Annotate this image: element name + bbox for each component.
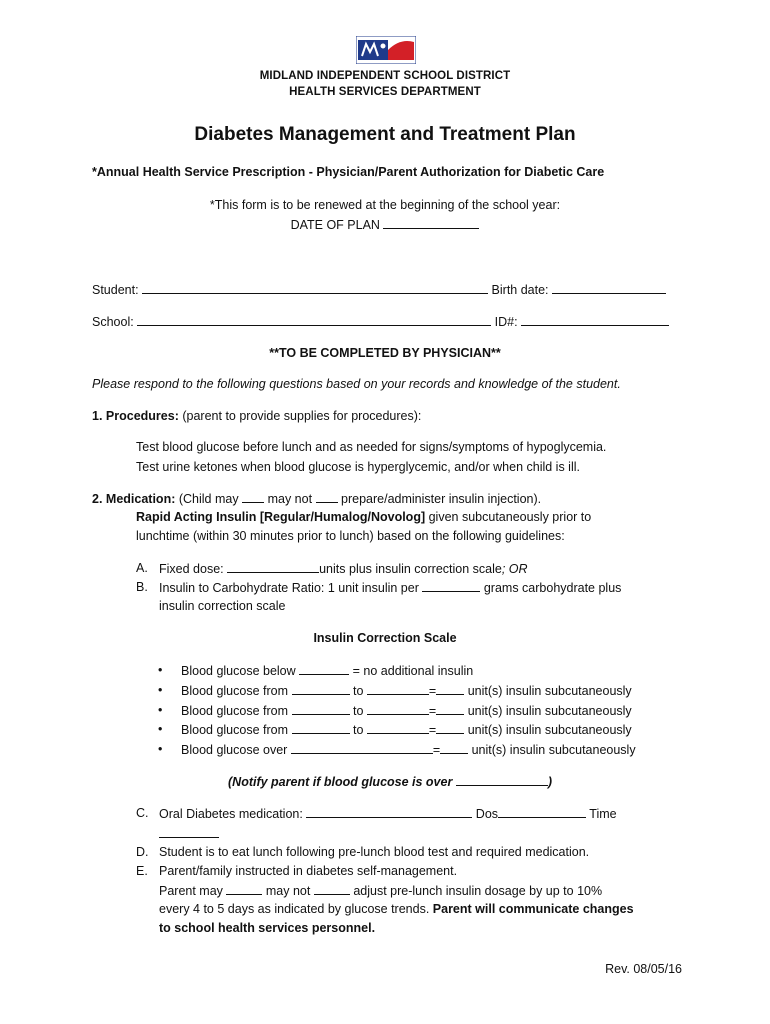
date-of-plan-field[interactable] [383, 217, 479, 229]
procedure-glucose-test: Test blood glucose before lunch and as needed for signs/symptoms of hypoglycemia. [136, 440, 607, 454]
rapid-insulin-label: Rapid Acting Insulin [Regular/Humalog/Novolog] [136, 510, 426, 524]
item-d-letter: D. [136, 845, 149, 859]
units-label: unit(s) insulin subcutaneously [471, 743, 636, 757]
carb-ratio-field[interactable] [422, 580, 480, 592]
correction-over-label: Blood glucose over [181, 743, 288, 757]
dose-field[interactable] [498, 806, 586, 818]
units-label: unit(s) insulin subcutaneously [467, 684, 632, 698]
school-label: School: [92, 315, 134, 329]
notify-parent-text: (Notify parent if blood glucose is over [228, 775, 453, 789]
correction-scale-title: Insulin Correction Scale [313, 631, 457, 645]
misd-logo-icon [356, 36, 416, 64]
procedures-number: 1. [92, 409, 103, 423]
school-field[interactable] [137, 314, 491, 326]
fixed-dose-field[interactable] [227, 561, 319, 573]
time-field[interactable] [159, 826, 219, 838]
units-label: unit(s) insulin subcutaneously [467, 704, 632, 718]
glucose-over-field[interactable] [291, 742, 433, 754]
option-b-line-2: insulin correction scale [159, 599, 286, 613]
bullet-icon: • [158, 722, 163, 736]
glucose-trends-text: every 4 to 5 days as indicated by glucose trends. [159, 902, 430, 916]
parent-may-not-field[interactable] [314, 883, 350, 895]
rapid-insulin-line [136, 510, 591, 524]
oral-medication-label: Oral Diabetes medication: [159, 807, 303, 821]
birth-date-label: Birth date: [491, 283, 549, 297]
or-text: ; OR [501, 562, 528, 576]
district-name: MIDLAND INDEPENDENT SCHOOL DISTRICT [259, 70, 511, 82]
procedure-ketone-test: Test urine ketones when blood glucose is hyperglycemic, and/or when child is ill. [136, 460, 580, 474]
item-e-parent-row [159, 883, 602, 898]
medication-prepare-text: prepare/administer insulin injection). [341, 492, 542, 506]
dose-label: Dos [475, 807, 499, 821]
carb-ratio-label: Insulin to Carbohydrate Ratio: 1 unit insulin per [159, 581, 419, 595]
bullet-icon: • [158, 663, 163, 677]
fixed-dose-label: Fixed dose: [159, 562, 224, 576]
department-name: HEALTH SERVICES DEPARTMENT [289, 86, 481, 98]
item-d-text: Student is to eat lunch following pre-lunch blood test and required medication. [159, 845, 590, 859]
units-field-2[interactable] [436, 703, 464, 715]
glucose-below-field[interactable] [299, 663, 349, 675]
procedures-label: Procedures: [105, 409, 179, 423]
item-e-line-4: to school health services personnel. [159, 921, 376, 935]
renewal-note: *This form is to be renewed at the beginning of the school year: [209, 198, 561, 212]
option-b-letter: B. [136, 580, 148, 594]
item-e-letter: E. [136, 864, 148, 878]
bullet-icon: • [158, 703, 163, 717]
procedures-note: (parent to provide supplies for procedures): [182, 409, 422, 423]
bullet-icon: • [158, 683, 163, 697]
option-b-row [159, 580, 621, 595]
student-label: Student: [92, 283, 139, 297]
time-row [159, 826, 219, 841]
correction-to-label: to [352, 684, 364, 698]
date-of-plan-label: DATE OF PLAN [290, 218, 380, 232]
medication-may-not-text: may not [267, 492, 313, 506]
item-c-letter: C. [136, 806, 149, 820]
correction-below-result: = no additional insulin [352, 664, 474, 678]
birth-date-field[interactable] [552, 282, 666, 294]
glucose-from-field-2[interactable] [292, 703, 350, 715]
id-label: ID#: [494, 315, 518, 329]
correction-to-label: to [352, 704, 364, 718]
notify-threshold-field[interactable] [456, 774, 548, 786]
correction-to-label: to [352, 723, 364, 737]
units-field-over[interactable] [440, 742, 468, 754]
correction-below-label: Blood glucose below [181, 664, 296, 678]
student-field[interactable] [142, 282, 488, 294]
medication-number: 2. [92, 492, 103, 506]
id-field[interactable] [521, 314, 669, 326]
instructions: Please respond to the following questions based on your records and knowledge of the student. [92, 377, 621, 391]
correction-row-below [181, 663, 473, 678]
units-field-1[interactable] [436, 683, 464, 695]
may-field[interactable] [242, 491, 264, 503]
school-row [92, 314, 669, 329]
oral-medication-field[interactable] [306, 806, 472, 818]
units-field-3[interactable] [436, 722, 464, 734]
parent-may-label: Parent may [159, 884, 223, 898]
correction-row-3 [181, 722, 632, 737]
page-title: Diabetes Management and Treatment Plan [194, 124, 576, 145]
correction-row-1 [181, 683, 632, 698]
units-label: unit(s) insulin subcutaneously [467, 723, 632, 737]
equals-label: = [428, 723, 437, 737]
option-a-letter: A. [136, 561, 148, 575]
equals-label: = [428, 684, 437, 698]
medication-may-text: (Child may [178, 492, 239, 506]
glucose-to-field-2[interactable] [367, 703, 429, 715]
revision-date: Rev. 08/05/16 [605, 962, 682, 976]
bullet-icon: • [158, 742, 163, 756]
procedures-heading [92, 409, 421, 423]
glucose-to-field-1[interactable] [367, 683, 429, 695]
medication-label: Medication: [105, 492, 176, 506]
notify-parent-line [228, 774, 552, 789]
physician-banner: **TO BE COMPLETED BY PHYSICIAN** [269, 346, 501, 360]
item-c-row [159, 806, 617, 821]
may-not-field[interactable] [316, 491, 338, 503]
rapid-insulin-line-2: lunchtime (within 30 minutes prior to lunch) based on the following guidelines: [136, 529, 565, 543]
parent-may-not-label: may not [265, 884, 311, 898]
correction-row-2 [181, 703, 632, 718]
equals-label: = [428, 704, 437, 718]
carb-ratio-post: grams carbohydrate plus [483, 581, 622, 595]
correction-row-over [181, 742, 636, 757]
time-label: Time [589, 807, 617, 821]
rapid-insulin-text: given subcutaneously prior to [428, 510, 592, 524]
glucose-from-field-3[interactable] [292, 722, 350, 734]
date-of-plan-row [0, 217, 770, 232]
medication-heading [92, 491, 541, 506]
fixed-dose-units-text: units plus insulin correction scale [319, 562, 502, 576]
glucose-to-field-3[interactable] [367, 722, 429, 734]
option-a-row [159, 561, 528, 576]
adjust-dosage-text: adjust pre-lunch insulin dosage by up to 10% [353, 884, 603, 898]
form-subtitle: *Annual Health Service Prescription - Physician/Parent Authorization for Diabetic Care [92, 165, 605, 179]
item-e-line-3 [159, 902, 634, 916]
correction-from-label: Blood glucose from [181, 704, 289, 718]
student-row [92, 282, 666, 297]
parent-communicate-text: Parent will communicate changes [432, 902, 634, 916]
equals-label: = [432, 743, 441, 757]
notify-close-paren: ) [547, 775, 552, 789]
correction-from-label: Blood glucose from [181, 684, 289, 698]
parent-may-field[interactable] [226, 883, 262, 895]
item-e-text: Parent/family instructed in diabetes self-management. [159, 864, 458, 878]
glucose-from-field-1[interactable] [292, 683, 350, 695]
correction-from-label: Blood glucose from [181, 723, 289, 737]
